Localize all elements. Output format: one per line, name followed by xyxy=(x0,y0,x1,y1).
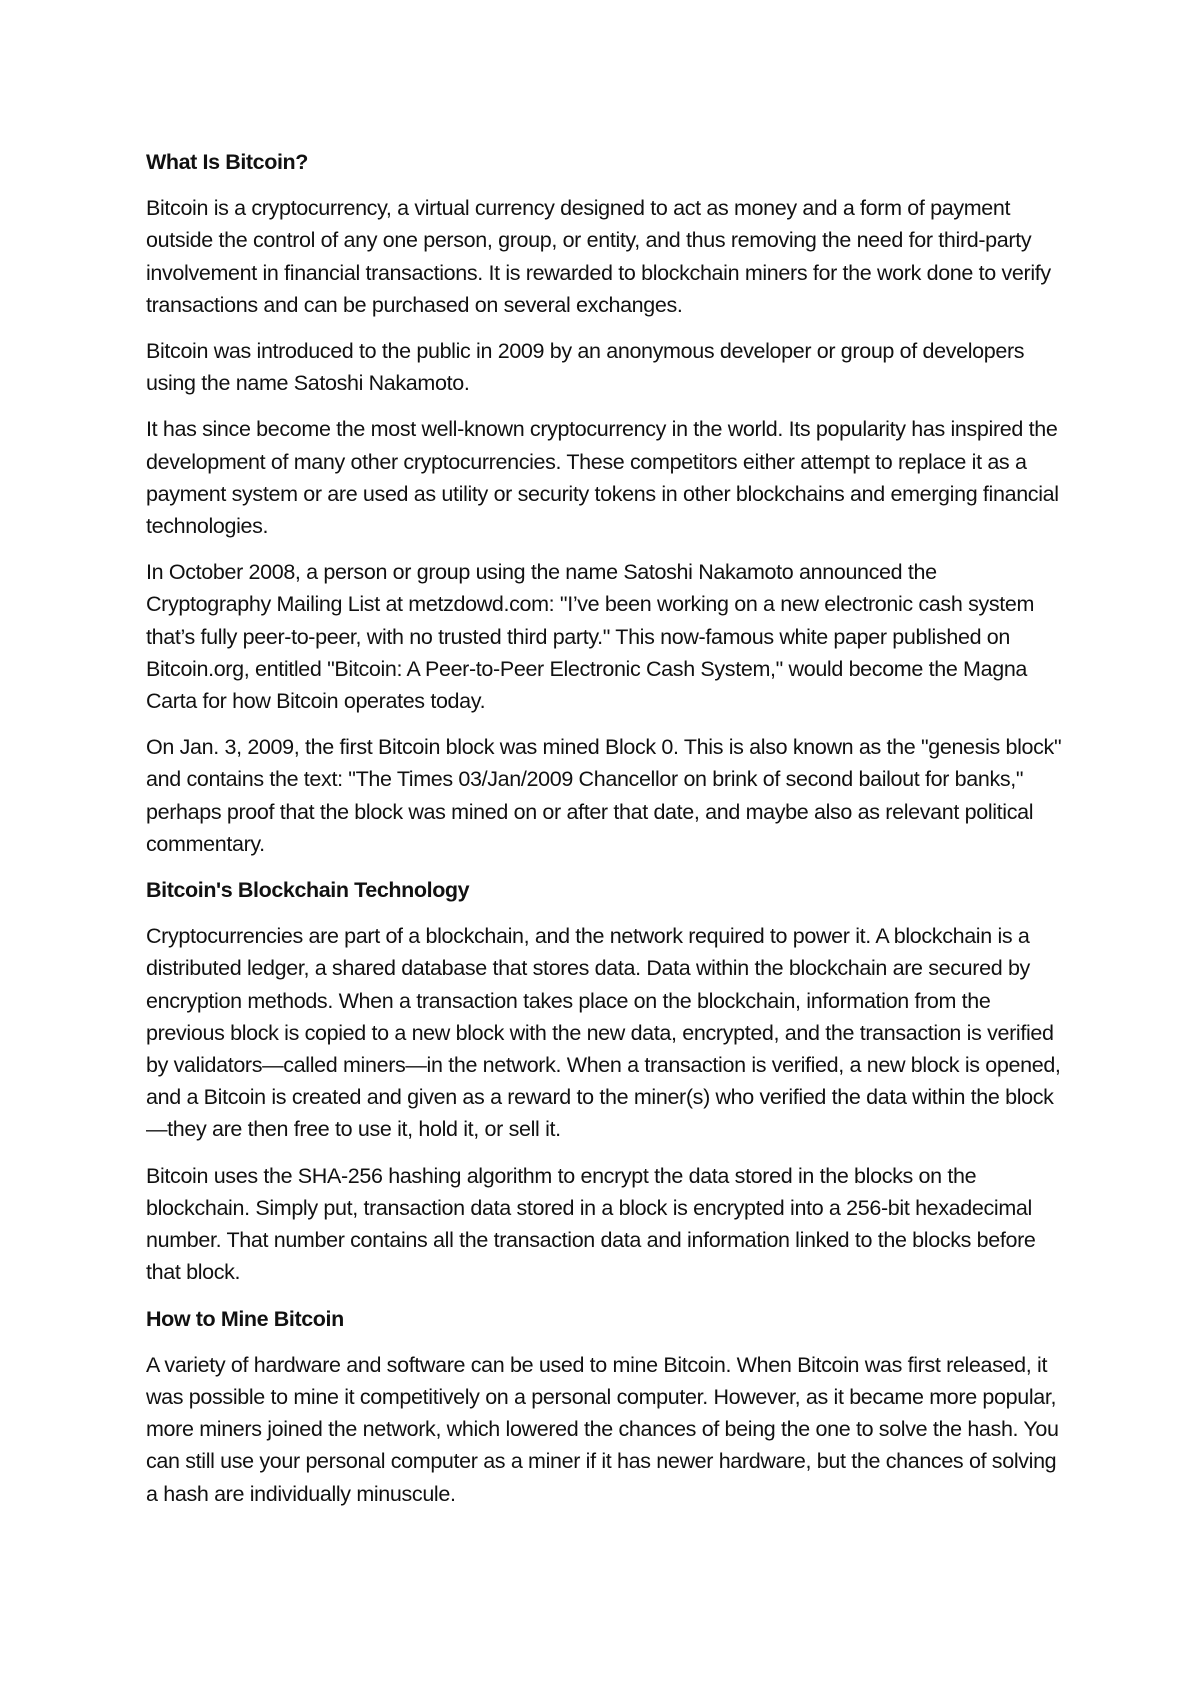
paragraph: On Jan. 3, 2009, the first Bitcoin block was mined Block 0. This is also known as the "genesis block" and contains the text: "The Times 03/Jan/2009 Chancellor on brink of second bailout for banks," perhaps proof that the block was mined on or after that date, and maybe also as relevant political commentary. xyxy=(146,735,1062,856)
paragraph: A variety of hardware and software can be used to mine Bitcoin. When Bitcoin was first released, it was possible to mine it competitively on a personal computer. However, as it became more popular, more miners joined the network, which lowered the chances of being the one to solve the hash. You can still use your personal computer as a miner if it has newer hardware, but the chances of solving a hash are individually minuscule. xyxy=(146,1352,1059,1506)
paragraph: Bitcoin uses the SHA-256 hashing algorithm to encrypt the data stored in the blocks on the blockchain. Simply put, transaction data stored in a block is encrypted into a 256-bit hexadecimal number. That number contains all the transaction data and information linked to the blocks before that block. xyxy=(146,1163,1036,1285)
heading-how-to-mine: How to Mine Bitcoin xyxy=(146,1306,344,1331)
heading-what-is-bitcoin: What Is Bitcoin? xyxy=(146,150,309,174)
paragraph: In October 2008, a person or group using the name Satoshi Nakamoto announced the Cryptography Mailing List at metzdowd.com: "I’ve been working on a new electronic cash system that’s fully peer-to-peer, with no trusted third party." This now-famous white paper published on Bitcoin.org, entitled "Bitcoin: A Peer-to-Peer Electronic Cash System," would become the Magna Carta for how Bitcoin operates today. xyxy=(146,560,1035,714)
paragraph: Bitcoin is a cryptocurrency, a virtual currency designed to act as money and a form of payment outside the control of any one person, group, or entity, and thus removing the need for third-party involvement in financial transactions. It is rewarded to blockchain miners for the work done to verify transactions and can be purchased on several exchanges. xyxy=(146,196,1051,317)
heading-blockchain-technology: Bitcoin's Blockchain Technology xyxy=(146,878,470,903)
paragraph: Cryptocurrencies are part of a blockchain, and the network required to power it. A blockchain is a distributed ledger, a shared database that stores data. Data within the blockchain are secured by encryption methods. When a transaction takes place on the blockchain, information from the previous block is copied to a new block with the new data, encrypted, and the transaction is verified by validators—called miners—in the network. When a transaction is verified, a new block is opened, and a Bitcoin is created and given as a reward to the miner(s) who verified the data within the block—they are then free to use it, hold it, or sell it. xyxy=(146,924,1061,1142)
document-body xyxy=(146,146,1066,1524)
paragraph: Bitcoin was introduced to the public in 2009 by an anonymous developer or group of developers using the name Satoshi Nakamoto. xyxy=(146,339,1025,396)
paragraph: It has since become the most well-known cryptocurrency in the world. Its popularity has inspired the development of many other cryptocurrencies. These competitors either attempt to replace it as a payment system or are used as utility or security tokens in other blockchains and emerging financial technologies. xyxy=(146,417,1059,539)
